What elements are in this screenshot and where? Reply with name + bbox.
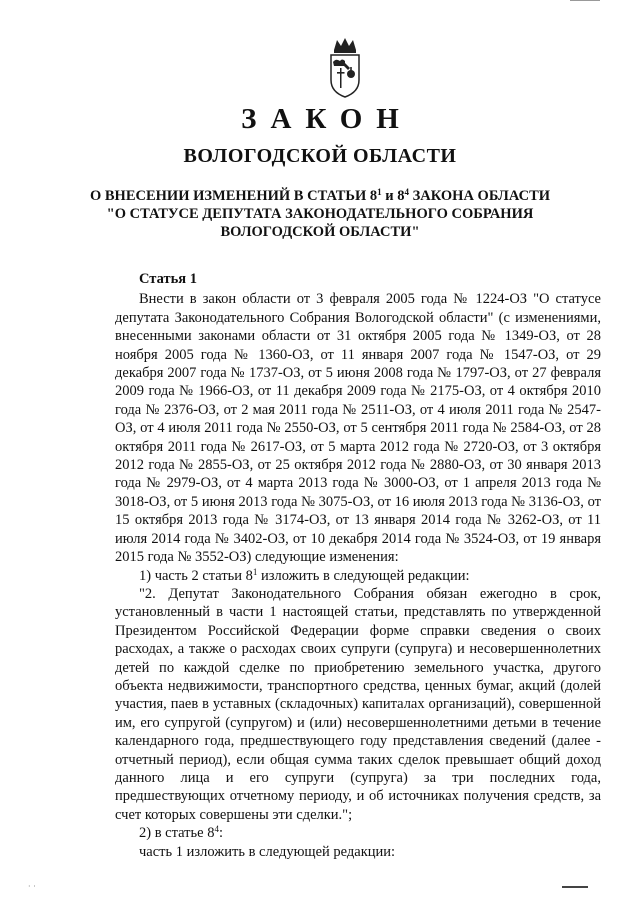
item-1-sup: 1 [252,566,258,577]
subtitle-text-a: О ВНЕСЕНИИ ИЗМЕНЕНИЙ В СТАТЬИ 8 [89,188,378,204]
subtitle-line-1 [0,187,640,205]
scan-artifact [570,0,600,1]
item-2-text-b: : [218,825,223,842]
item-2-text-a: 2) в статье 8 [139,825,215,842]
document-body [115,270,601,861]
article-intro: Внести в закон области от 3 февраля 2005 года № 1224-ОЗ "О статусе депутата Законодательного Собрания Вологодской области" (с изменениями, внесенными законами области от 31 октября 2005 года № 1349-ОЗ, от 28 ноября 2005 года № 1360-ОЗ, от 11 января 2007 года № 1547-ОЗ, от 29 декабря 2007 года № 1737-ОЗ, от 5 июня 2008 года № 1797-ОЗ, от 27 февраля 2009 года № 1966-ОЗ, от 11 декабря 2009 года № 2175-ОЗ, от 4 октября 2010 года № 2376-ОЗ, от 2 мая 2011 года № 2511-ОЗ, от 4 июля 2011 года № 2547-ОЗ, от 4 июля 2011 года № 2550-ОЗ, от 5 сентября 2011 года № 2584-ОЗ, от 28 октября 2011 года № 2617-ОЗ, от 5 марта 2012 года № 2720-ОЗ, от 3 октября 2012 года № 2855-ОЗ, от 25 октября 2012 года № 2880-ОЗ, от 30 января 2013 года № 2979-ОЗ, от 4 марта 2013 года № 3000-ОЗ, от 1 апреля 2013 года № 3018-ОЗ, от 5 июня 2013 года № 3075-ОЗ, от 16 июля 2013 года № 3136-ОЗ, от 15 октября 2013 года № 3174-ОЗ, от 13 января 2014 года № 3262-ОЗ, от 11 июля 2014 года № 3402-ОЗ, от 10 декабря 2014 года № 3524-ОЗ, от 19 января 2015 года № 3552-ОЗ) следующие изменения: [115,291,601,566]
subtitle-sup-1: 1 [377,187,382,197]
coat-of-arms-icon [328,36,362,98]
subtitle-text-c: ЗАКОНА ОБЛАСТИ [408,188,551,204]
scan-artifact-right [562,886,588,888]
subtitle-sup-2: 4 [404,187,409,197]
subtitle-text-b: и 8 [381,188,405,204]
item-2-line: часть 1 изложить в следующей редакции: [139,843,396,860]
article-heading: Статья 1 [139,271,197,287]
amendment-quote: "2. Депутат Законодательного Собрания обязан ежегодно в срок, установленный в части 1 настоящей статьи, представлять по утвержденной Президентом Российской Федерации форме справки сведения о своих расходах, а также о расходах своих супруги (супруга) и несовершеннолетних детей по каждой сделке по приобретению земельного участка, другого объекта недвижимости, транспортного средства, ценных бумаг, акций (долей участия, паев в уставных (складочных) капиталах организаций), совершенной им, его супругой (супругом) и (или) несовершеннолетними детьми в течение календарного года, предшествующего году представления сведений (далее - отчетный период), если общая сумма таких сделок превышает общий доход данного лица и его супруги (супруга) за три последних года, предшествующих отчетному периоду, и об источниках получения средств, за счет которых совершены эти сделки."; [115,585,601,823]
document-subtitle [0,187,640,241]
subtitle-line-3: ВОЛОГОДСКОЙ ОБЛАСТИ" [220,224,420,240]
subtitle-line-2: "О СТАТУСЕ ДЕПУТАТА ЗАКОНОДАТЕЛЬНОГО СОБРАНИЯ [106,206,534,222]
item-1-text-b: изложить в следующей редакции: [257,567,470,584]
item-2 [115,824,601,842]
item-1-text-a: 1) часть 2 статьи 8 [139,567,253,584]
item-1 [115,567,601,585]
item-2-sup: 4 [214,824,219,835]
document-region: ВОЛОГОДСКОЙ ОБЛАСТИ [183,145,457,167]
document-title: ЗАКОН [241,103,413,135]
scan-artifact-left: · · [28,882,36,891]
